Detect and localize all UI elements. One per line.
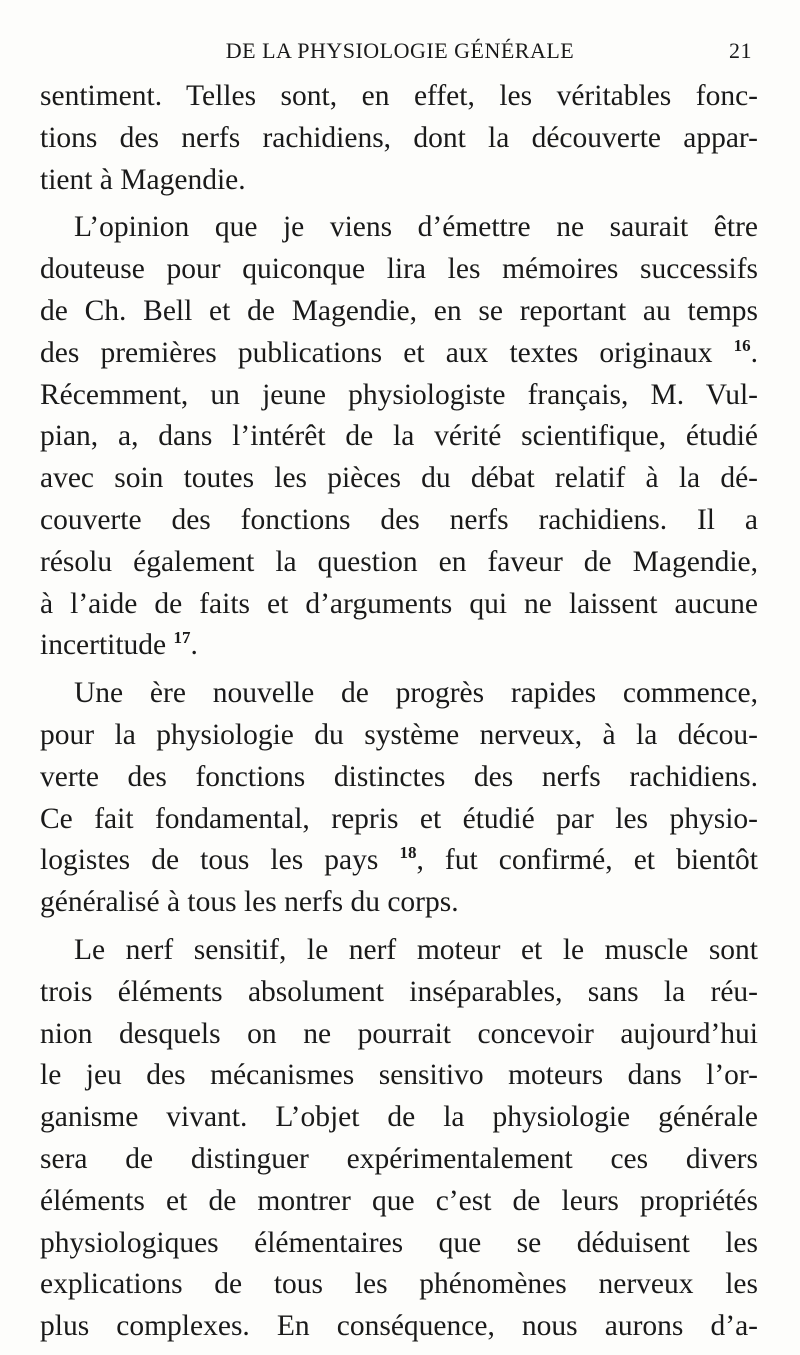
- text-line: sera de distinguer expérimentalement ces divers: [40, 1142, 758, 1175]
- text-line: explications de tous les phénomènes nerveux les: [40, 1268, 758, 1301]
- text-line: physiologiques élémentaires que se déduisent les: [40, 1226, 758, 1259]
- running-head: [40, 38, 760, 68]
- line-text: , fut confirmé, et bientôt: [416, 844, 758, 877]
- text-line: trois éléments absolument inséparables, sans la réu-: [40, 975, 758, 1008]
- text-line: verte des fonctions distinctes des nerfs rachidiens.: [40, 760, 758, 793]
- text-line: [40, 625, 758, 667]
- text-line: tions des nerfs rachidiens, dont la découverte appar-: [40, 121, 758, 154]
- text-line: pian, a, dans l’intérêt de la vérité scientifique, étudié: [40, 420, 758, 453]
- text-line: tient à Magendie.: [40, 163, 246, 196]
- text-line: Le nerf sensitif, le nerf moteur et le muscle sont: [74, 933, 758, 966]
- paragraph-3: [40, 673, 758, 924]
- text-line: douteuse pour quiconque lira les mémoires successifs: [40, 253, 758, 286]
- text-line: pour la physiologie du système nerveux, à la décou-: [40, 718, 758, 751]
- text-line: L’opinion que je viens d’émettre ne saurait être: [74, 211, 758, 244]
- text-line: le jeu des mécanismes sensitivo moteurs dans l’or-: [40, 1059, 758, 1092]
- text-line: ganisme vivant. L’objet de la physiologie générale: [40, 1101, 758, 1134]
- text-line: couverte des fonctions des nerfs rachidiens. Il a: [40, 503, 758, 536]
- text-line: résolu également la question en faveur de Magendie,: [40, 545, 758, 578]
- text-line: plus complexes. En conséquence, nous aurons d’a-: [40, 1310, 758, 1343]
- text-line: [40, 333, 758, 375]
- text-line: de Ch. Bell et de Magendie, en se reportant au temps: [40, 294, 758, 327]
- text-line: à l’aide de faits et d’arguments qui ne laissent aucune: [40, 587, 758, 620]
- text-line: généralisé à tous les nerfs du corps.: [40, 886, 459, 919]
- line-text: logistes de tous les pays: [40, 844, 400, 877]
- text-line: éléments et de montrer que c’est de leurs propriétés: [40, 1184, 758, 1217]
- line-text: incertitude: [40, 629, 174, 662]
- text-line: avec soin toutes les pièces du débat relatif à la dé-: [40, 462, 758, 495]
- footnote-ref-17[interactable]: 17: [173, 628, 191, 648]
- footnote-ref-16[interactable]: 16: [733, 335, 751, 355]
- page-number: 21: [729, 38, 752, 63]
- line-punct: .: [190, 629, 198, 662]
- line-text: des premières publications et aux textes originaux: [40, 336, 734, 369]
- paragraph-1: [40, 76, 758, 201]
- running-title: DE LA PHYSIOLOGIE GÉNÉRALE: [225, 38, 575, 63]
- body-text: [40, 76, 758, 1354]
- paragraph-4: [40, 930, 758, 1348]
- text-line: Ce fait fondamental, repris et étudié par les physio-: [40, 802, 758, 835]
- text-line: [40, 840, 758, 882]
- line-punct: .: [750, 336, 758, 369]
- text-line: sentiment. Telles sont, en effet, les véritables fonc-: [40, 80, 758, 112]
- paragraph-2: [40, 207, 758, 667]
- text-line: Récemment, un jeune physiologiste français, M. Vul-: [40, 378, 758, 411]
- text-line: Une ère nouvelle de progrès rapides commence,: [74, 677, 758, 710]
- footnote-ref-18[interactable]: 18: [399, 843, 417, 863]
- text-line: nion desquels on ne pourrait concevoir aujourd’hui: [40, 1017, 758, 1050]
